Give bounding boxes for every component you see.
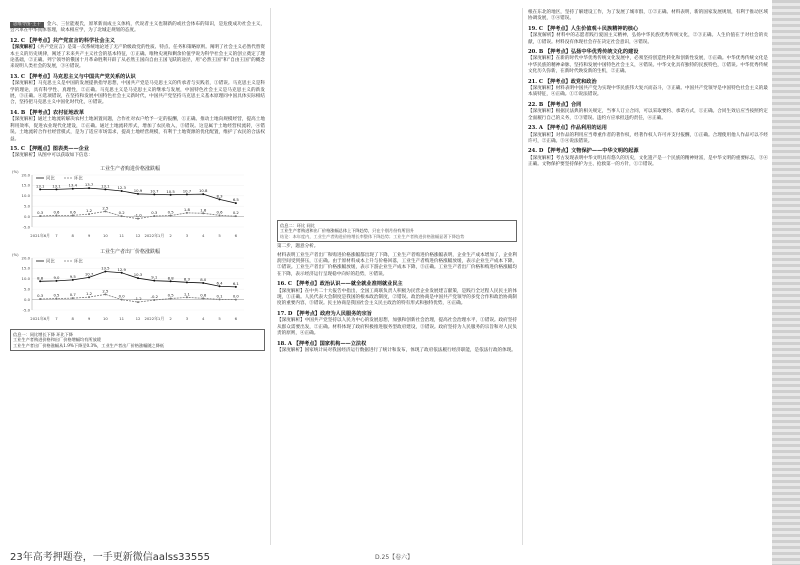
chart-purchase-price-svg	[10, 163, 250, 243]
data-point	[121, 271, 123, 273]
data-point	[219, 298, 221, 300]
data-label: -1.2	[134, 295, 142, 301]
y-tick-label: 0.0	[23, 296, 30, 302]
data-point	[55, 297, 57, 299]
y-tick-label: 20.0	[21, 172, 30, 178]
data-point	[55, 214, 57, 216]
data-label: 9.0	[53, 274, 60, 280]
data-label: 13.1	[52, 183, 61, 189]
data-point	[88, 276, 90, 278]
y-tick-label: -5.0	[22, 224, 30, 230]
data-label: 1.6	[200, 206, 207, 212]
y-tick-label: 10.0	[21, 275, 30, 281]
x-tick-label: 2021年6月	[30, 315, 50, 321]
data-label: 0.1	[216, 293, 223, 299]
watermark-text: 23年高考押题卷，一手更新微信aalss33555	[10, 552, 210, 563]
x-tick-label: 12	[135, 315, 141, 321]
legend-label: 环比	[74, 176, 83, 182]
data-label: 1.8	[183, 206, 190, 212]
header-tag: 思维导图·主干	[10, 22, 44, 28]
y-tick-label: 15.0	[21, 265, 30, 271]
data-point	[72, 279, 74, 281]
data-label: 0.0	[232, 293, 239, 299]
data-point	[39, 188, 41, 190]
data-point	[219, 285, 221, 287]
data-label: 9.1	[151, 274, 158, 280]
data-label: 8.3	[183, 276, 190, 282]
data-label: 0.7	[69, 291, 76, 297]
data-label: 13.1	[35, 183, 45, 189]
data-point	[39, 280, 41, 282]
y-tick-label: -5.0	[22, 307, 30, 313]
q17-heading: 17. D 【押考点】政府为人民服务的宗旨	[277, 310, 372, 317]
data-label: 0.5	[167, 292, 174, 298]
data-point	[104, 188, 106, 190]
x-tick-label: 8	[71, 315, 74, 321]
info-box-2-text: 工业生产者购进和出厂价格涨幅总体上下降趋势，只在个别月份有所回升	[280, 228, 415, 234]
data-label: 0.2	[118, 209, 125, 215]
data-label: 0.6	[216, 209, 223, 215]
data-label: 0.3	[151, 209, 158, 215]
data-label: 6.1	[232, 280, 239, 286]
step-two: 第二步，题意分析。	[277, 244, 319, 250]
data-label: 13.1	[101, 183, 110, 189]
x-tick-label: 9	[87, 315, 91, 321]
data-label: 12.3	[117, 184, 126, 190]
data-label: 0.6	[53, 209, 60, 215]
info-box-label: 信息一：同比增长下降 环比下降	[13, 331, 73, 337]
data-label: 8.8	[37, 275, 44, 281]
data-point	[219, 214, 221, 216]
data-point	[55, 280, 57, 282]
data-label: 10.7	[150, 188, 159, 194]
q23-heading: 23. A 【押考点】作品利用的运用	[528, 125, 607, 132]
data-point	[202, 297, 204, 299]
data-label: 0.2	[232, 209, 239, 215]
q14-text: 【深度解析】通过土地流转解决农村土地闲置问题，合作社对农户给予一定的报酬，①正确。推动土地向规模经营，提高土地利用效率，促进农业现代化建设，②正确。通过土地流转形式，增加了农民收入，③错误。这是属于土地经营权流转，④错误。土地流转合作社经营模式，是为了适应市场需求，提高土地经营规模，有利于土地资源的优化配置，维护了农民的合法权益。	[10, 117, 265, 142]
data-label: 2.5	[102, 205, 109, 211]
data-label: 10.7	[182, 188, 192, 194]
q20-text: 【深度解析】在新的时代中华优秀传统文化发展中，必须坚持创造性转化和创新性发展，③正确。中华优秀传统文化是中华民族的精神命脉，坚持和发展中国特色社会主义，④错误。中华文化具有独特的民族特色，①错误。中华优秀传统文化历久弥新，在新时代焕发新的生机，②正确。	[528, 56, 768, 75]
x-tick-label: 11	[119, 232, 125, 238]
x-tick-label: 10	[102, 315, 108, 321]
data-label: 10.8	[198, 187, 208, 193]
q23-text: 【深度解析】对作品的利用应当尊重作者的著作权，经著作权人许可并支付报酬，①正确。合理使用他人作品可以不经许可，②正确。③④说法错误。	[528, 132, 768, 144]
data-point	[202, 193, 204, 195]
data-label: 13.7	[84, 181, 94, 187]
chart-factory-price	[10, 246, 265, 326]
data-label: 10.5	[166, 188, 175, 194]
data-point	[104, 293, 106, 295]
data-label: -1.0	[134, 212, 142, 218]
data-point	[170, 297, 172, 299]
x-tick-label: 6	[234, 232, 238, 238]
q22-heading: 22. B 【押考点】合同	[528, 101, 582, 108]
x-tick-label: 5	[218, 232, 221, 238]
data-label: 1.2	[86, 290, 93, 296]
data-label: 0.5	[53, 292, 60, 298]
x-tick-label: 10	[102, 232, 108, 238]
q19-heading: 19. C 【押考点】人生价值观＋民族精神的核心	[528, 25, 639, 32]
x-tick-label: 5	[218, 315, 221, 321]
y-axis-label: (%)	[12, 168, 19, 174]
data-label: 10.7	[84, 271, 94, 277]
data-label: 9.5	[69, 273, 76, 279]
data-point	[235, 202, 237, 204]
data-point	[219, 198, 221, 200]
q12-heading: 12. C 【押考点】共产党宣言的科学社会主义	[10, 37, 115, 44]
q16-heading: 16. C 【押考点】政治认识——就全就业准则就业民主	[277, 281, 403, 288]
y-tick-label: 20.0	[21, 255, 30, 261]
data-point	[72, 187, 74, 189]
q22-text: 【深度解析】根据民法典的相关规定，当事人订立合同，可以采取要约、承诺方式，①正确。合同生效后应当按照约定全面履行自己的义务，②③错误。违约方应承担违约责任，④正确。	[528, 109, 768, 121]
col3-intro: 根在东北的地区，坚持了解建设工作，为了发展了城市群，①②正确。材料表明，新的国家发展规划，有利于推动区域协调发展，③④错误。	[528, 10, 768, 22]
y-tick-label: 15.0	[21, 182, 30, 188]
q12-text: 【深度解析】《共产党宣言》是第一次系统地论述了无产阶级政党的性质、特点、任务和策略原则。阐明了社会主义必然代替资本主义的历史规律，阐述了未来共产主义社会的基本特征，①正确。唯物史观和剩余价值学说为科学社会主义的创立奠定了理论基础，②正确。列宁领导的俄国十月革命胜利开辟了从必然王国向自由王国飞跃的途径，用“必然王国”和“自由王国”的概念来说明人类社会的发展，③④错误。	[10, 45, 265, 70]
chart-title: 工业生产者出厂价格涨跌幅	[99, 248, 161, 255]
q13-text: 【深度解析】马克思主义是中国的发展提供指导思想，中国共产党是马克思主义的传承者与实践者，①错误。马克思主义是科学的理论，具有科学性、真理性，②正确。马克思主义是马克思主义的继承与发展，中国特色社会主义是马克思主义的新发展，③正确。④选项错误，在坚持和发展中国特色社会主义新时代，中国共产党坚持马克思主义基本原理同中国具体实际相结合，坚持把马克思主义中国化时代化，④错误。	[10, 81, 265, 106]
data-point	[186, 281, 188, 283]
data-label: 6.4	[216, 280, 223, 286]
q21-heading: 21. C 【押考点】政党和政治	[528, 78, 597, 85]
data-point	[72, 214, 74, 216]
data-point	[153, 193, 155, 195]
data-point	[72, 297, 74, 299]
data-point	[170, 280, 172, 282]
x-tick-label: 3	[185, 232, 189, 238]
data-label: 13.5	[101, 265, 110, 271]
data-point	[235, 286, 237, 288]
y-axis-label: (%)	[12, 251, 19, 257]
x-tick-label: 2022年1月	[144, 315, 165, 321]
data-label: -0.2	[150, 293, 159, 299]
q20-heading: 20. B 【押考点】弘扬中华优秀传统文化的建设	[528, 49, 639, 56]
x-tick-label: 7	[55, 315, 58, 321]
data-label: 8.3	[216, 193, 223, 199]
y-tick-label: 10.0	[21, 192, 30, 198]
chart-title: 工业生产者购进价格涨跌幅	[99, 165, 161, 172]
data-label: 12.9	[117, 266, 126, 272]
data-point	[235, 298, 237, 300]
data-label: 0.3	[37, 292, 44, 298]
data-point	[153, 299, 155, 301]
data-point	[55, 188, 57, 190]
data-label: 13.4	[68, 182, 78, 188]
x-tick-label: 8	[71, 232, 74, 238]
data-label: 0.0	[118, 293, 125, 299]
header-intro: 思维导图·主干 金六、三位能观氏，原革新而成主义体构，代说者主义也制新的或社会体布的知识，是危使成功社会主义，会六革在中华真体客理，故本相应学，为了北城走规划的态度。	[10, 22, 265, 34]
data-point	[104, 210, 106, 212]
info-box	[10, 329, 265, 351]
data-label: 10.9	[133, 187, 143, 193]
x-tick-label: 4	[202, 315, 205, 321]
page-edge-strip	[772, 0, 800, 565]
x-tick-label: 9	[87, 232, 91, 238]
info-box-2-note: 结论：本年度内，工业生产者购进价格增长率整体下降趋势；工业生产者购进价格涨幅显著下降趋势	[280, 233, 465, 239]
data-point	[153, 279, 155, 281]
data-label: 8.0	[200, 276, 207, 282]
data-point	[235, 215, 237, 217]
data-point	[170, 193, 172, 195]
q14-heading: 14. B 【押考点】农村征地改革	[10, 109, 85, 116]
data-point	[39, 298, 41, 300]
data-point	[137, 193, 139, 195]
column-middle	[277, 10, 517, 565]
x-tick-label: 2	[169, 315, 172, 321]
page-number: D.25【卷六】	[375, 554, 414, 561]
q17-text: 【深度解析】中国共产党坚持以人民为中心的发展思想，加强和创新社会治理，提高社会治理水平，①错误。政府坚持从群众需要出发，②正确。材料体现了政府积极推进服务型政府建设，③错误。政府坚持为人民服务的宗旨和对人民负责的原则，④正确。	[277, 318, 517, 337]
q24-heading: 24. D 【押考点】文物保护——中华文明的起源	[528, 148, 639, 155]
data-point	[202, 282, 204, 284]
q18-heading: 18. A 【押考点】国家机构——立法权	[277, 340, 367, 347]
x-tick-label: 6	[234, 315, 238, 321]
q13-heading: 13. C 【押考点】马克思主义与中国共产党关系的认识	[10, 73, 136, 80]
data-point	[137, 301, 139, 303]
x-tick-label: 2021年6月	[30, 232, 50, 238]
info-box-line1: 工业生产者购进价格和出厂价格增幅均有所放缓	[13, 337, 101, 343]
chart-factory-price-svg	[10, 246, 250, 326]
data-point	[88, 213, 90, 215]
data-label: 0.6	[200, 292, 207, 298]
x-tick-label: 2	[169, 232, 172, 238]
data-point	[104, 270, 106, 272]
data-point	[186, 193, 188, 195]
legend-label: 同比	[46, 176, 55, 182]
q24-text: 【深度解析】考古发现表明中华文明具有悠久的历史，文化遗产是一个民族的精神财富，是中华文明的重要标志，③④正确。文物保护要坚持保护为主、抢救第一的方针，①②错误。	[528, 155, 768, 168]
data-label: 1.1	[183, 291, 190, 297]
data-point	[121, 190, 123, 192]
data-label: 6.5	[232, 196, 239, 202]
x-tick-label: 12	[135, 232, 141, 238]
chart-purchase-price	[10, 163, 265, 243]
x-tick-label: 3	[185, 315, 189, 321]
x-tick-label: 7	[55, 232, 58, 238]
data-point	[137, 217, 139, 219]
data-point	[153, 215, 155, 217]
q16-text: 【深度解析】在中共二十大报告中指出，全国工商联负责人积极为民营企业发展建言献策，是践行全过程人民民主的体现，①正确。人民代表大会制度是我国的根本政治制度，②错误。政治协商是中国共产党领导的多党合作和政治协商制度的重要内容，③错误。民主协商是我国社会主义民主政治的特有形式和独特优势，④正确。	[277, 288, 517, 307]
y-tick-label: 5.0	[23, 286, 30, 292]
column-divider	[270, 8, 271, 545]
data-point	[121, 298, 123, 300]
data-point	[88, 296, 90, 298]
info-box-2-label: 信息二：环比 同比	[280, 223, 315, 228]
y-tick-label: 5.0	[23, 203, 30, 209]
column-left	[10, 22, 265, 565]
info-box-line2: 工业生产者出厂价格涨幅从1.9%下降至0.3%，工业生产者出厂价格涨幅随之降低	[13, 342, 165, 348]
x-tick-label: 11	[119, 315, 125, 321]
data-point	[202, 212, 204, 214]
q19-text: 【深度解析】材料中的志愿者践行爱国主义精神，弘扬中华民族优秀传统文化，②③正确。人生价值在于对社会的贡献，①错误。材料没有体现社会存在决定社会意识，④错误。	[528, 33, 768, 45]
data-label: 1.2	[86, 207, 93, 213]
legend-label: 同比	[46, 259, 55, 265]
data-label: 8.8	[167, 275, 174, 281]
column-divider	[522, 8, 523, 545]
q15-text: 【深度解析】从图中可以获取如下信息：	[10, 153, 93, 159]
x-tick-label: 4	[202, 232, 205, 238]
data-label: 10.3	[133, 271, 143, 277]
column-right	[528, 10, 768, 565]
analysis-paragraph: 材料表明工业生产者出厂和购进价格涨幅都出现了下降，工业生产者购进价格涨幅表明，企业生产成本增加了，企业利润空间受到挤压，①正确。由于原材料成本上升与价格回落，工业生产者购进价格涨幅放缓，表示企业生产成本下降，②错误。工业生产者出厂价格涨幅放缓，表示下游企业生产成本下降，③正确。工业生产者出厂价格和购进价格涨幅均在下降，表示经济运行呈现稳中向好的趋势，④错误。	[277, 252, 517, 277]
data-point	[170, 214, 172, 216]
data-point	[88, 187, 90, 189]
data-point	[39, 215, 41, 217]
data-point	[186, 296, 188, 298]
data-label: 2.5	[102, 288, 109, 294]
q15-heading: 15. C 【押题点】图表类——企业	[10, 145, 90, 152]
x-tick-label: 2022年1月	[144, 232, 165, 238]
y-tick-label: 0.0	[23, 213, 30, 219]
data-label: 0.3	[37, 209, 44, 215]
legend-label: 环比	[74, 259, 83, 265]
data-label: 0.6	[69, 209, 76, 215]
q21-text: 【深度解析】材料表明中国共产党为实现中华民族伟大复兴而奋斗，③正确。中国共产党领导是中国特色社会主义的最本质特征，④正确。①②说法错误。	[528, 86, 768, 98]
data-point	[137, 277, 139, 279]
data-point	[186, 212, 188, 214]
data-label: 0.5	[167, 209, 174, 215]
q18-text: 【深度解析】国家统计局对我国经济运行数据进行了统计和发布，体现了政府依法履行经济职能，是依法行政的体现。	[277, 347, 516, 353]
data-point	[121, 215, 123, 217]
info-box-2	[277, 220, 517, 242]
